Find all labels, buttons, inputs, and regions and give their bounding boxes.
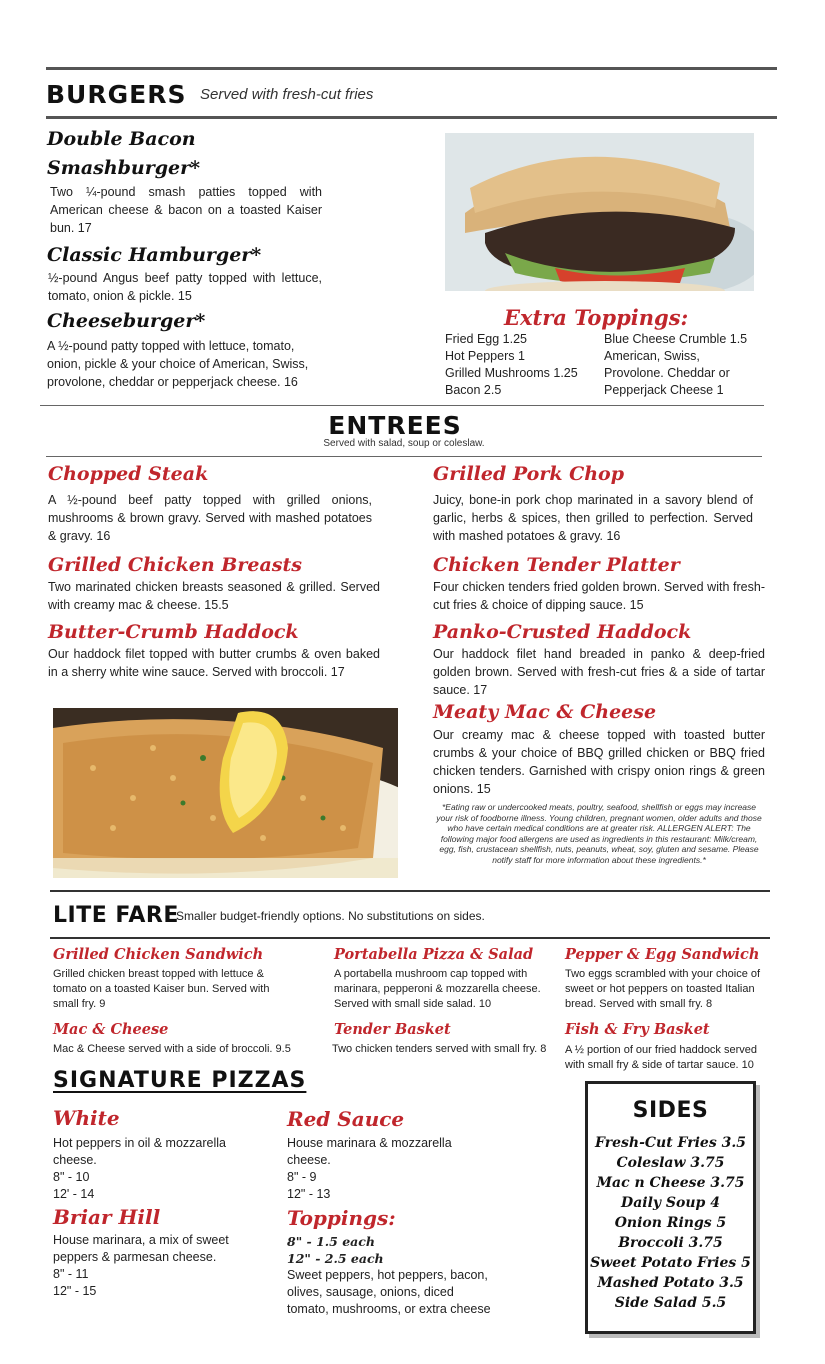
extra-toppings-left	[445, 331, 578, 399]
lite-desc: Two eggs scrambled with your choice of sweet or hot peppers on toasted Italian bread. Served with small fry. 8	[565, 968, 761, 1010]
entrees-rule	[46, 456, 762, 457]
pizza-price: 12" - 13	[287, 1187, 331, 1201]
lite-desc: Mac & Cheese served with a side of broccoli. 9.5	[53, 1043, 291, 1055]
entree-name: Butter-Crumb Haddock	[48, 621, 299, 643]
toppings-line: Sweet peppers, hot peppers, bacon,	[287, 1268, 488, 1282]
toppings-list	[287, 1233, 491, 1318]
side-item: Coleslaw 3.75	[616, 1155, 725, 1171]
side-item: Sweet Potato Fries 5	[590, 1255, 751, 1271]
extra-topping: Fried Egg 1.25	[445, 332, 527, 346]
pizza-desc	[287, 1135, 452, 1203]
entrees-top-rule	[40, 405, 764, 406]
lite-top-rule	[50, 890, 770, 892]
pizza-desc-line: cheese.	[53, 1153, 97, 1167]
burgers-subtitle: Served with fresh-cut fries	[200, 86, 374, 103]
toppings-title: Toppings:	[287, 1206, 396, 1230]
side-item: Fresh-Cut Fries 3.5	[595, 1135, 746, 1151]
pizza-name: White	[53, 1106, 120, 1130]
entree-name: Chicken Tender Platter	[433, 554, 680, 576]
extra-topping: Provolone. Cheddar or	[604, 366, 730, 380]
side-item: Daily Soup 4	[621, 1195, 720, 1211]
lite-subtitle: Smaller budget-friendly options. No substitutions on sides.	[176, 909, 485, 923]
pizza-price: 8" - 9	[287, 1170, 317, 1184]
extra-topping: Bacon 2.5	[445, 383, 502, 397]
side-item: Mac n Cheese 3.75	[596, 1175, 745, 1191]
extra-toppings-title: Extra Toppings:	[504, 305, 689, 330]
pizza-name: Red Sauce	[287, 1107, 405, 1131]
lite-name: Portabella Pizza & Salad	[334, 946, 534, 963]
side-item: Side Salad 5.5	[614, 1295, 727, 1311]
burger-desc: Two ¼-pound smash patties topped with American cheese & bacon on a toasted Kaiser bun. 17	[50, 185, 322, 235]
pizza-desc	[53, 1135, 226, 1203]
side-item: Mashed Potato 3.5	[597, 1275, 744, 1291]
pizza-price: 8" - 10	[53, 1170, 90, 1184]
entree-desc: Juicy, bone-in pork chop marinated in a savory blend of garlic, herbs & spices, then grilled to perfection. Served with mashed potatoes & gravy. 16	[433, 493, 753, 543]
side-item: Onion Rings 5	[614, 1215, 727, 1231]
entree-name: Grilled Chicken Breasts	[48, 554, 302, 576]
lite-desc: Grilled chicken breast topped with lettuce & tomato on a toasted Kaiser bun. Served with small fry. 9	[53, 968, 270, 1010]
entree-desc: A ½-pound beef patty topped with grilled onions, mushrooms & brown gravy. Served with mashed potatoes & gravy. 16	[48, 493, 372, 543]
allergen-disclaimer: *Eating raw or undercooked meats, poultry, seafood, shellfish or eggs may increase your risk of foodborne illness. Young children, pregnant women, older adults and those who have certain medical conditions are at greater risk. ALLERGEN ALERT: The following major food allergens are used as ingredients in this restaurant: Milk/cream, egg, fish, crustacean shellfish, nuts, peanuts, wheat, soy, gluten and sesame. Please notify staff for more information about these ingredients.*	[436, 802, 762, 865]
haddock-photo	[53, 708, 398, 878]
entree-desc: Our haddock filet hand breaded in panko & deep-fried golden brown. Served with fresh-cut fries & a side of tartar sauce. 17	[433, 647, 765, 697]
lite-title: LITE FARE	[53, 903, 179, 928]
extra-topping: Grilled Mushrooms 1.25	[445, 366, 578, 380]
pizza-price: 12' - 14	[53, 1187, 95, 1201]
entree-name: Chopped Steak	[48, 463, 209, 485]
sides-title: SIDES	[632, 1098, 709, 1123]
burger-name: Smashburger*	[47, 157, 201, 179]
entree-desc: Four chicken tenders fried golden brown. Served with fresh-cut fries & choice of dipping sauce. 15	[433, 580, 765, 612]
extra-topping: Blue Cheese Crumble 1.5	[604, 332, 748, 346]
lite-desc: A portabella mushroom cap topped with marinara, pepperoni & mozzarella cheese. Served with small side salad. 10	[334, 968, 541, 1010]
entree-name: Grilled Pork Chop	[433, 463, 625, 485]
side-item: Broccoli 3.75	[618, 1235, 723, 1251]
extra-topping: American, Swiss,	[604, 349, 700, 363]
entree-desc: Our creamy mac & cheese topped with toasted butter crumbs & your choice of BBQ grilled chicken or BBQ fried chicken tenders. Garnished with crispy onion rings & green onions. 15	[433, 728, 765, 796]
extra-topping: Pepperjack Cheese 1	[604, 383, 724, 397]
burger-photo	[445, 133, 754, 291]
burger-name: Double Bacon	[47, 128, 196, 150]
pizza-desc-line: peppers & parmesan cheese.	[53, 1250, 217, 1264]
lite-name: Mac & Cheese	[53, 1021, 169, 1038]
entrees-subtitle: Served with salad, soup or coleslaw.	[323, 438, 485, 449]
burgers-title: BURGERS	[46, 80, 187, 109]
entrees-title: ENTREES	[328, 411, 462, 440]
burger-name: Cheeseburger*	[47, 310, 206, 332]
toppings-line: olives, sausage, onions, diced	[287, 1285, 454, 1299]
pizza-desc	[53, 1232, 229, 1300]
lite-name: Grilled Chicken Sandwich	[53, 946, 264, 963]
pizza-price: 8" - 11	[53, 1267, 89, 1281]
pizza-name: Briar Hill	[53, 1205, 161, 1229]
entree-desc: Our haddock filet topped with butter crumbs & oven baked in a sherry white wine sauce. Served with broccoli. 17	[48, 647, 380, 679]
lite-rule	[50, 937, 770, 939]
lite-name: Pepper & Egg Sandwich	[565, 946, 760, 963]
extra-toppings-right	[604, 331, 747, 399]
burgers-rule	[46, 116, 777, 119]
toppings-line: tomato, mushrooms, or extra cheese	[287, 1302, 491, 1316]
pizzas-title: SIGNATURE PIZZAS	[53, 1068, 307, 1093]
pizza-desc-line: House marinara & mozzarella	[287, 1136, 452, 1150]
sides-box	[585, 1081, 756, 1334]
pizza-desc-line: Hot peppers in oil & mozzarella	[53, 1136, 226, 1150]
lite-name: Tender Basket	[334, 1021, 451, 1038]
entree-name: Panko-Crusted Haddock	[433, 621, 692, 643]
extra-topping: Hot Peppers 1	[445, 349, 525, 363]
entree-name: Meaty Mac & Cheese	[433, 701, 657, 723]
lite-desc: Two chicken tenders served with small fry. 8	[332, 1043, 547, 1055]
pizza-desc-line: House marinara, a mix of sweet	[53, 1233, 229, 1247]
toppings-price: 12" - 2.5 each	[287, 1251, 384, 1266]
lite-desc: A ½ portion of our fried haddock served with small fry & side of tartar sauce. 10	[565, 1044, 758, 1071]
pizza-price: 12" - 15	[53, 1284, 97, 1298]
pizza-desc-line: cheese.	[287, 1153, 331, 1167]
toppings-price: 8" - 1.5 each	[287, 1234, 375, 1249]
burger-desc: ½-pound Angus beef patty topped with lettuce, tomato, onion & pickle. 15	[48, 271, 322, 303]
burger-desc: A ½-pound patty topped with lettuce, tomato, onion, pickle & your choice of American, Swiss, provolone, cheddar or pepperjack cheese. 16	[47, 339, 309, 389]
entree-desc: Two marinated chicken breasts seasoned & grilled. Served with creamy mac & cheese. 15.5	[48, 580, 380, 612]
burger-name: Classic Hamburger*	[47, 244, 262, 266]
lite-name: Fish & Fry Basket	[565, 1021, 710, 1038]
top-rule	[46, 67, 777, 70]
